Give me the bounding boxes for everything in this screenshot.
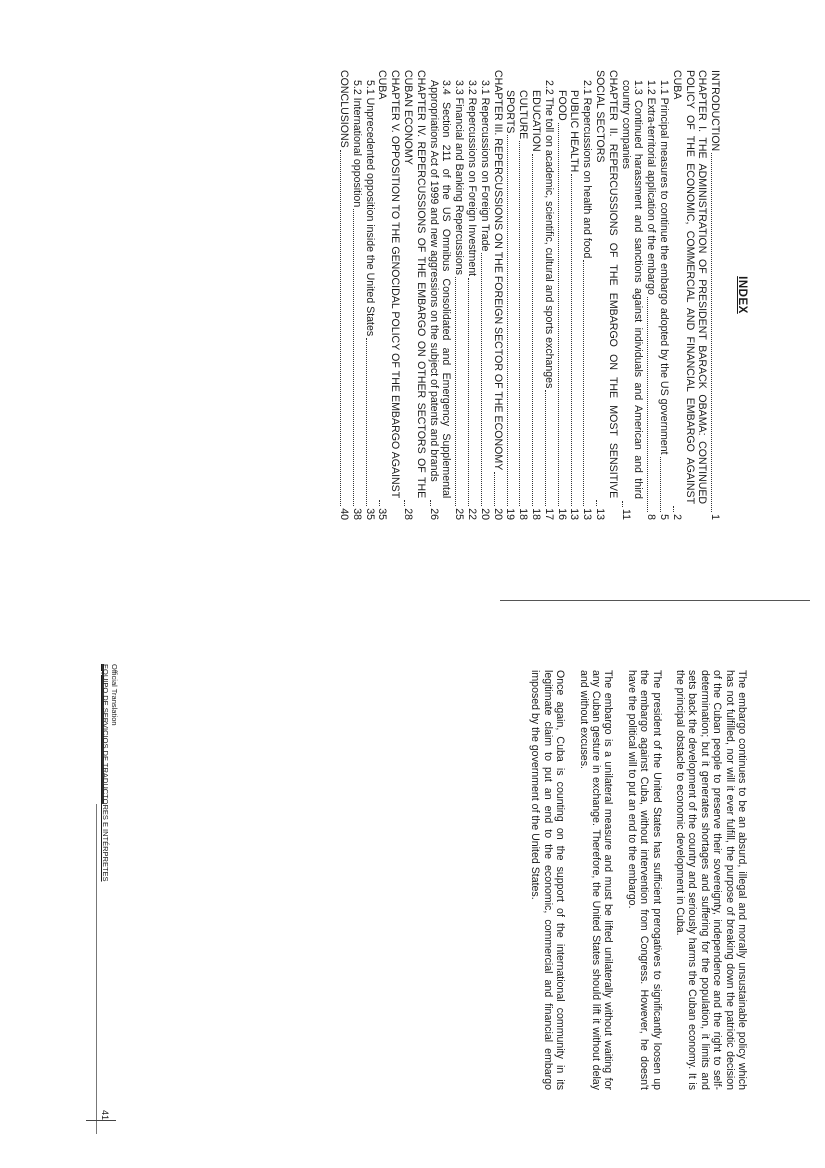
toc-entry: EDUCATION 18 — [530, 90, 543, 520]
index-title: INDEX — [736, 276, 748, 314]
toc-entry: CONCLUSIONS 40 — [338, 70, 351, 520]
toc-entry: 2.1 Repercussions on health and food 13 — [581, 80, 594, 520]
toc-entry: CHAPTER I. THE ADMINISTRATION OF PRESIDENT BARACK OBAMA: CONTINUED POLICY OF THE ECONOMIC, COMMERCIAL AND FINANCIAL EMBARGO AGAINST CUBA 2 — [670, 70, 709, 520]
toc-entry: CHAPTER V. OPPOSITION TO THE GENOCIDAL POLICY OF THE EMBARGO AGAINST CUBA 35 — [376, 70, 402, 520]
index-section — [337, 70, 748, 520]
toc-entry: CHAPTER IV. REPERCUSSIONS OF THE EMBARGO ON OTHER SECTORS OF THE CUBAN ECONOMY 28 — [402, 70, 427, 520]
page-number: 41 — [100, 1110, 110, 1121]
toc-entry: 2.2 The toll on academic, scientific, cultural and sports exchanges 17 — [542, 80, 555, 520]
footer-line: Official Translation — [110, 664, 119, 726]
conclusions-text — [518, 670, 748, 1090]
paragraph: The president of the United States has sufficient prerogatives to significantly loosen up the embargo against Cuba, without intervention from Congress. However, he doesn't have the political will to put an end to the embargo. — [625, 670, 663, 1090]
toc-entry: 3.4 Section 211 of the US Omnibus Consolidated and Emergency Supplemental Appropriations Act of 1999 and new aggressions on the subject of patents and brands 26 — [427, 80, 453, 520]
toc-entry: 1.2 Extra-territorial application of the embargo 8 — [645, 80, 658, 520]
toc-entry: PUBLIC HEALTH 13 — [568, 90, 581, 520]
toc-entry: 1.3 Continued harassment and sanctions against individuals and American and third country companies 11 — [619, 80, 645, 520]
page-number-tick — [86, 1120, 116, 1121]
footer-line: EQUIPO DE SERVICIOS DE TRADUCTORES E INTÉRPRETES — [101, 664, 111, 882]
toc-entry: INTRODUCTION 1 — [709, 70, 722, 520]
toc-entry: SPORTS 19 — [504, 90, 517, 520]
toc-entry: CULTURE 18 — [517, 90, 530, 520]
toc-entry: 5.1 Unprecedented opposition inside the United States 35 — [363, 80, 376, 520]
toc-entry: 1.1 Principal measures to continue the embargo adopted by the US government 5 — [658, 80, 671, 520]
toc-entry: 3.2 Repercussions on Foreign Investment 22 — [466, 80, 479, 520]
paragraph: The embargo is a unilateral measure and must be lifted unilaterally without waiting for any Cuban gesture in exchange. Therefore, the United States should lift it without delay and without excuses. — [577, 670, 615, 1090]
toc-entry: 3.1 Repercussions on Foreign Trade 20 — [478, 80, 491, 520]
toc-entry: CHAPTER III. REPERCUSSIONS ON THE FOREIGN SECTOR OF THE ECONOMY 20 — [491, 70, 504, 520]
footer-rule-thin — [96, 804, 97, 1134]
toc-entry: FOOD 16 — [555, 90, 568, 520]
section-divider — [500, 600, 810, 601]
translator-footer — [101, 664, 118, 1044]
paragraph: Once again, Cuba is counting on the support of the international community in its legitimate claim to put an end to the economic, commercial and financial embargo imposed by the government of the United States. — [529, 670, 567, 1090]
paragraph: The embargo continues to be an absurd, illegal and morally unsustainable policy which has not fulfilled, nor will it ever fulfill, the purpose of breaking down the patriotic decision of the Cuban people to preserve their sovereignty, independence and the right to self-determination; but it generates shortages and suffering for the population, it limits and sets back the development of the country and seriously harms the Cuban economy. It is the principal obstacle to economic development in Cuba. — [673, 670, 748, 1090]
toc-entry: CHAPTER II. REPERCUSSIONS OF THE EMBARGO ON THE MOST SENSITIVE SOCIAL SECTORS 13 — [594, 70, 619, 520]
toc-entry: 5.2 International opposition 38 — [350, 80, 363, 520]
toc-entry: 3.3 Financial and Banking Repercussions 25 — [453, 80, 466, 520]
